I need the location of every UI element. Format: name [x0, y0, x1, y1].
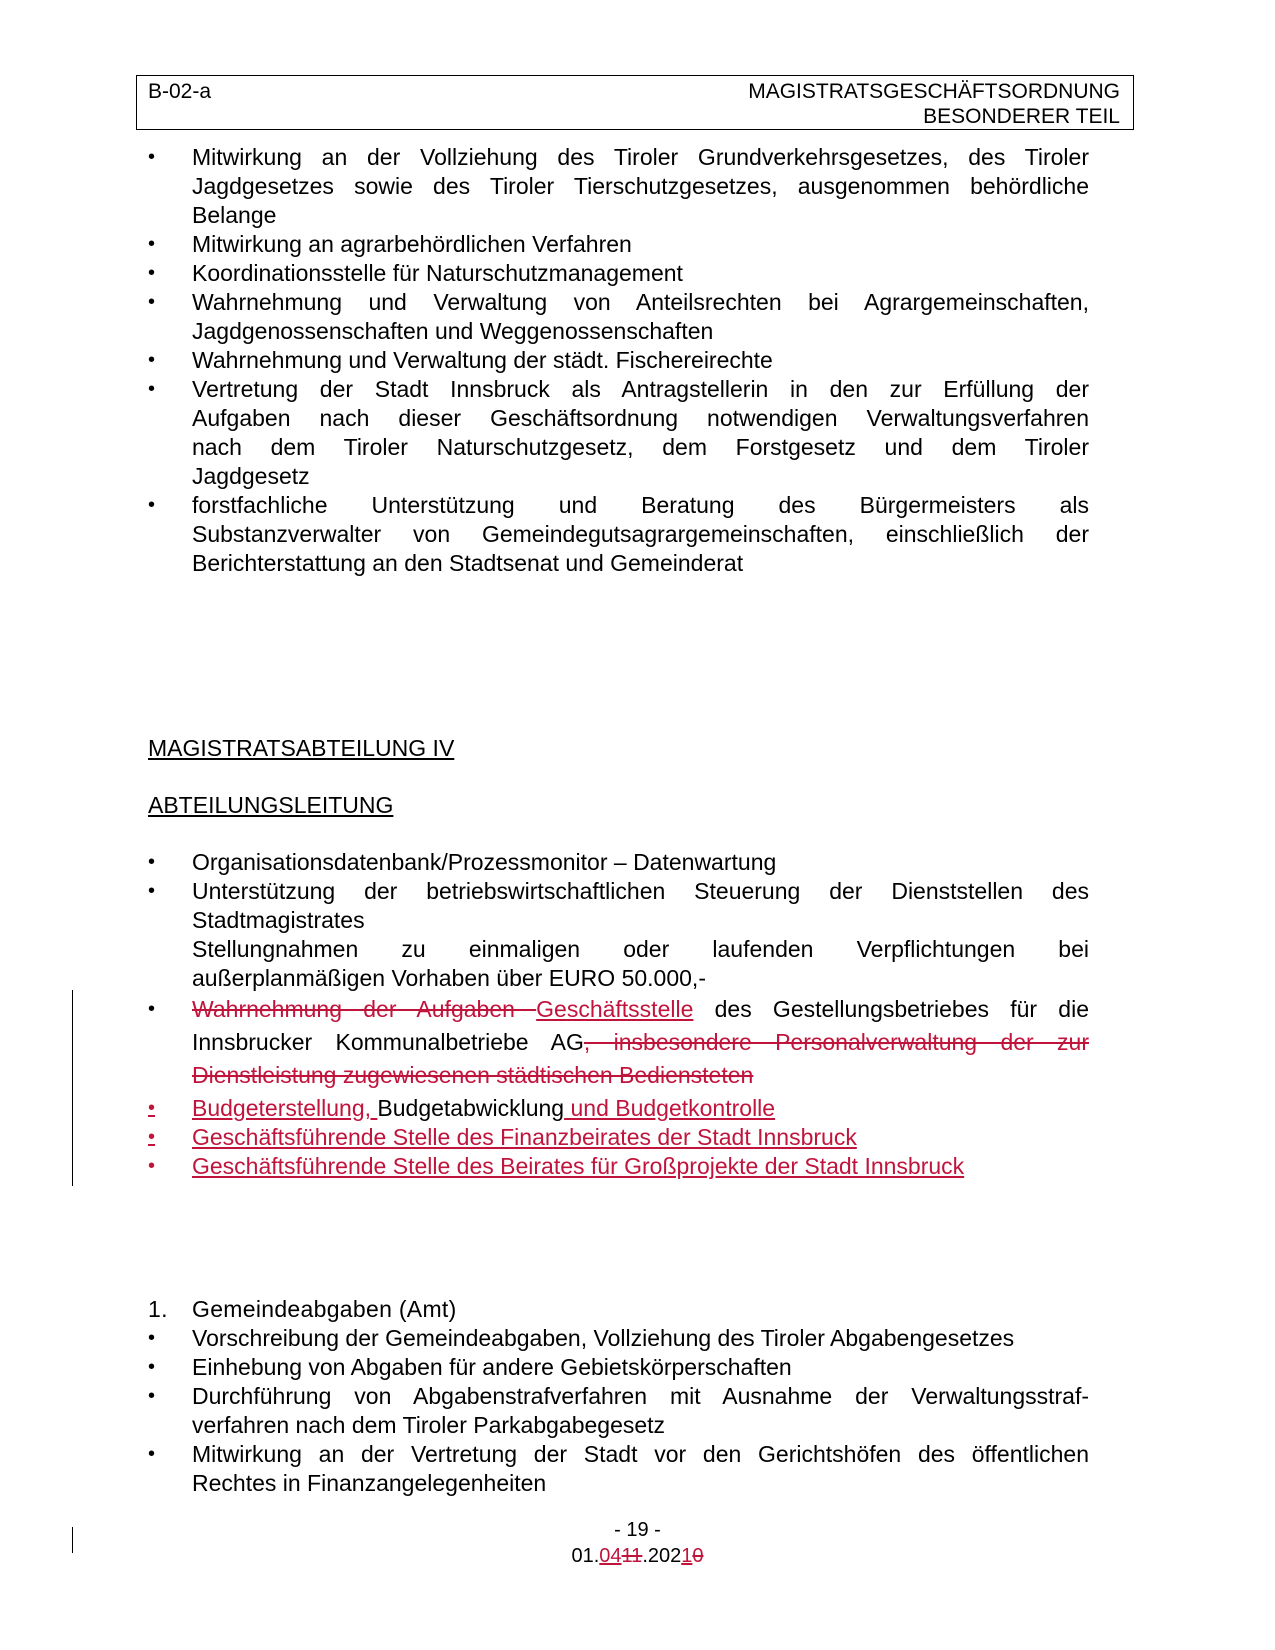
section-heading: Gemeindeabgaben (Amt)	[192, 1296, 457, 1322]
bullet-icon: •	[148, 1356, 156, 1378]
list-item-revised: • Budgeterstellung, Budgetabwicklung und Budgetkontrolle	[148, 1095, 776, 1121]
list-item: • Unterstützung der betriebswirtschaftlichen Steuerung der Dienststellen des Stadtmagistrates Stellungnahmen zu einmaligen oder laufenden Verpflichtungen bei außerplanmäßigen Vorhaben über EURO 50.000,-	[148, 878, 1089, 991]
numbered-heading	[0, 1295, 1275, 1324]
deleted-text: , insbesondere Personalverwaltung der zur	[583, 1029, 1089, 1055]
bullet-icon: •	[148, 494, 156, 516]
bullet-icon: •	[148, 291, 156, 313]
deleted-text: Dienstleistung zugewiesenen städtischen Bediensteten	[192, 1062, 754, 1088]
list-item: • Wahrnehmung und Verwaltung von Anteilsrechten bei Agrargemeinschaften, Jagdgenossenschaften und Weggenossenschaften	[148, 289, 1089, 344]
bullet-icon: •	[148, 1385, 156, 1407]
document-title	[748, 79, 1120, 129]
bullet-icon: •	[148, 233, 156, 255]
bullet-icon: •	[148, 851, 156, 873]
document-title-line1: MAGISTRATSGESCHÄFTSORDNUNG	[748, 80, 1120, 103]
inserted-text: Geschäftsführende Stelle des Finanzbeirates der Stadt Innsbruck	[192, 1124, 857, 1150]
task-list-2	[0, 848, 1275, 1181]
page-number: - 19 -	[614, 1519, 661, 1541]
inserted-text: Budgeterstellung,	[192, 1095, 378, 1121]
page-header	[136, 75, 1134, 130]
bullet-icon: •	[148, 1126, 156, 1148]
bullet-icon: •	[148, 146, 156, 168]
bullet-icon: •	[148, 880, 156, 902]
revision-date: 01.0411.20210	[571, 1545, 704, 1567]
list-item: • forstfachliche Unterstützung und Beratung des Bürgermeisters als Substanzverwalter von Gemeindegutsagrargemeinschaften, einschließlich der Berichterstattung an den Stadtsenat und Gemeinderat	[148, 492, 1089, 576]
list-item: • Organisationsdatenbank/Prozessmonitor – Datenwartung	[148, 849, 777, 875]
list-item-inserted	[0, 1152, 1089, 1181]
section-number: 1.	[148, 1296, 168, 1322]
task-list-1	[0, 143, 1275, 578]
list-item: • Mitwirkung an der Vollziehung des Tiroler Grundverkehrsgesetzes, des Tiroler Jagdgesetzes sowie des Tiroler Tierschutzgesetzes, ausgenommen behördliche Belange	[148, 144, 1089, 228]
section-subtitle: ABTEILUNGSLEITUNG	[148, 792, 394, 818]
bullet-icon: •	[148, 378, 156, 400]
inserted-text: Geschäftsführende Stelle des Beirates für Großprojekte der Stadt Innsbruck	[192, 1153, 965, 1179]
document-title-line2: BESONDERER TEIL	[923, 105, 1120, 128]
list-item: • Mitwirkung an der Vertretung der Stadt vor den Gerichtshöfen des öffentlichen Rechtes in Finanzangelegenheiten	[148, 1441, 1089, 1496]
inserted-text: und Budgetkontrolle	[564, 1095, 776, 1121]
deleted-text: Wahrnehmung der Aufgaben	[192, 996, 537, 1022]
section-title: MAGISTRATSABTEILUNG IV	[148, 735, 455, 761]
list-item: • Vertretung der Stadt Innsbruck als Antragstellerin in den zur Erfüllung der Aufgaben nach dieser Geschäftsordnung notwendigen Verwaltungsverfahren nach dem Tiroler Naturschutzgesetz, dem Forstgesetz und dem Tiroler Jagdgesetz	[148, 376, 1089, 489]
list-item: • Einhebung von Abgaben für andere Gebietskörperschaften	[148, 1354, 792, 1380]
revision-change-bar	[72, 1527, 73, 1553]
bullet-icon: •	[148, 262, 156, 284]
list-item-revised: • Wahrnehmung der Aufgaben Geschäftsstelle des Gestellungsbetriebes für die Innsbrucker Kommunalbetriebe AG, insbesondere Personalverwaltung der zur Dienstleistung zugewiesenen städtischen Bediensteten	[0, 993, 1089, 1092]
list-item: • Wahrnehmung und Verwaltung der städt. Fischereirechte	[148, 347, 773, 373]
bullet-icon: •	[148, 1155, 156, 1177]
bullet-icon: •	[148, 1443, 156, 1465]
bullet-icon: •	[148, 1327, 156, 1349]
document-code: B-02-a	[148, 80, 212, 103]
list-item: • Koordinationsstelle für Naturschutzmanagement	[148, 260, 683, 286]
bullet-icon: •	[148, 998, 156, 1020]
list-item-inserted	[0, 1123, 1089, 1152]
bullet-icon: •	[148, 349, 156, 371]
section-gemeindeabgaben	[0, 1295, 1275, 1498]
list-item: • Mitwirkung an agrarbehördlichen Verfahren	[148, 231, 632, 257]
list-item: • Durchführung von Abgabenstrafverfahren mit Ausnahme der Verwaltungsstraf- verfahren nach dem Tiroler Parkabgabegesetz	[148, 1383, 1089, 1438]
inserted-text: Geschäftsstelle	[536, 996, 694, 1022]
bullet-icon: •	[148, 1097, 156, 1119]
list-item: • Vorschreibung der Gemeindeabgaben, Vollziehung des Tiroler Abgabengesetzes	[148, 1325, 1015, 1351]
